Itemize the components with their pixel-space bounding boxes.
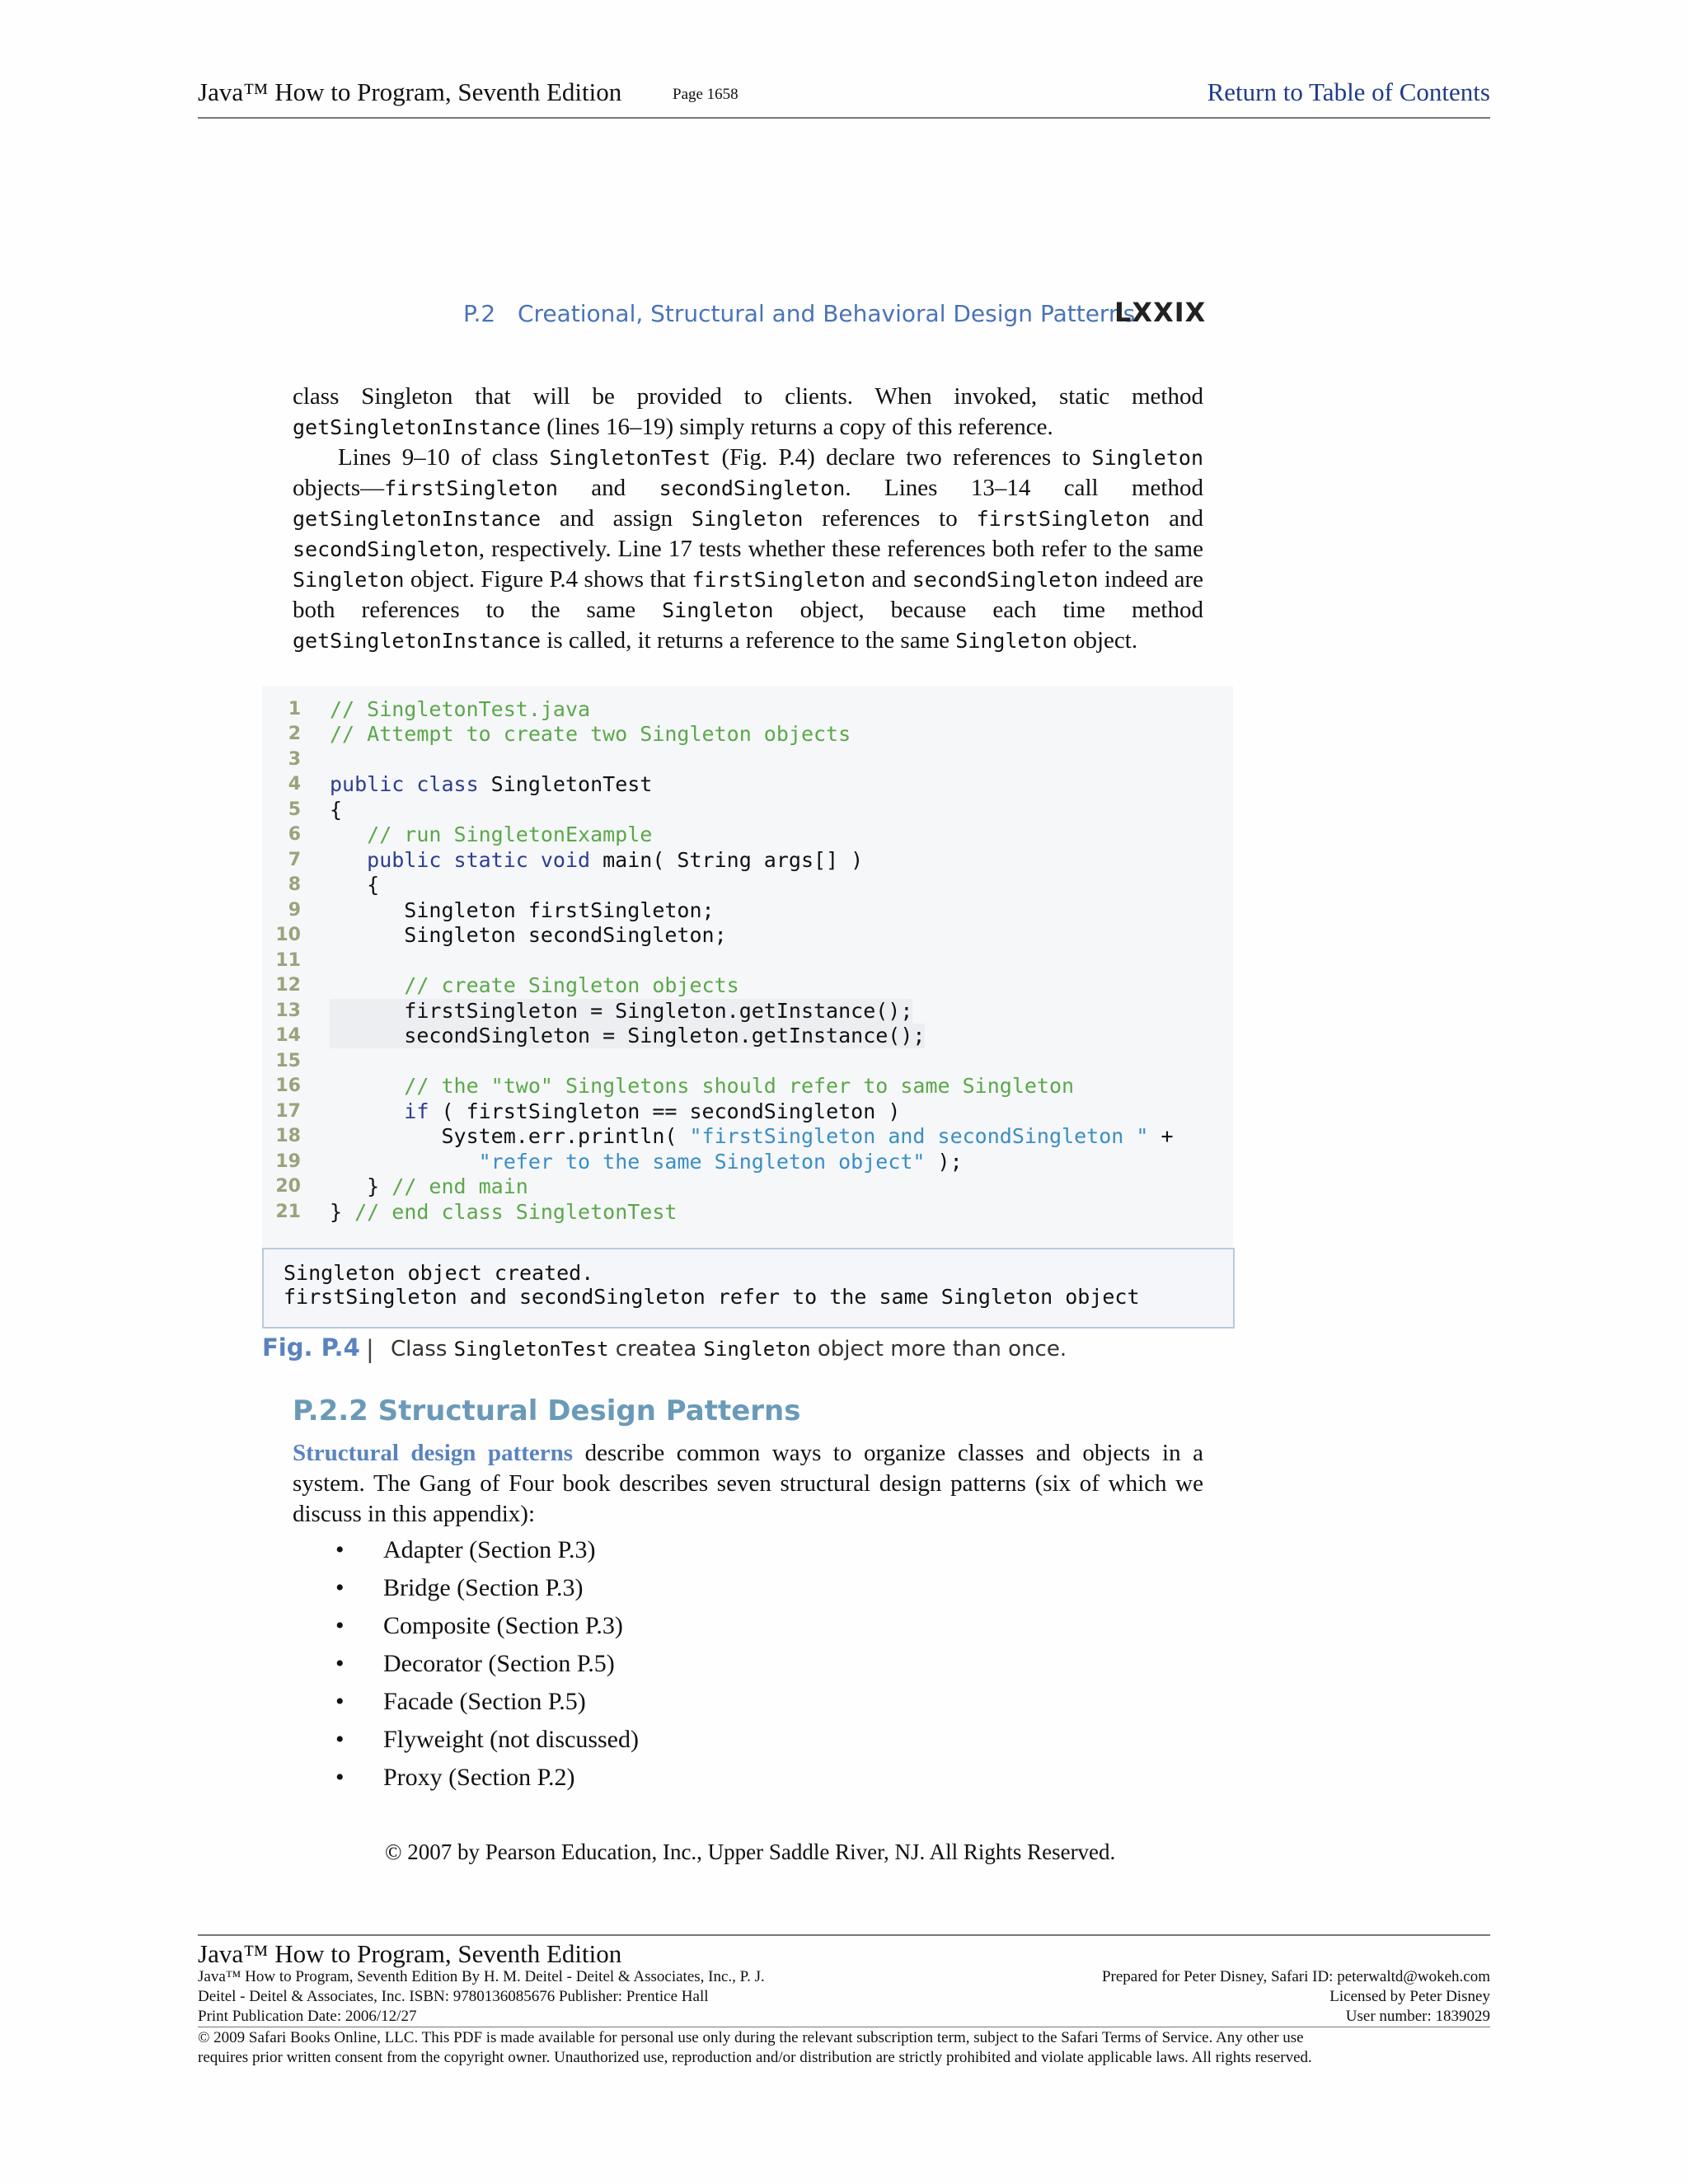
code-run: Singleton [293, 568, 405, 592]
code-line [262, 772, 1233, 797]
text-run: objects— [293, 475, 385, 501]
text-run: . Lines 13–14 call method [845, 475, 1203, 501]
code-run: secondSingleton [659, 476, 846, 500]
line-number: 21 [275, 1202, 301, 1222]
code-run: firstSingleton [692, 568, 866, 592]
comment: // end main [379, 1174, 528, 1198]
line-number: 20 [275, 1176, 301, 1197]
code-text: Singleton firstSingleton; [330, 898, 715, 922]
line-number: 19 [275, 1151, 301, 1172]
code-text [330, 772, 652, 797]
paragraph-3 [293, 1438, 1203, 1530]
footer-prepared-for: Prepared for Peter Disney, Safari ID: peterwaltd@wokeh.com [1101, 1968, 1490, 1985]
text-run: , respectively. Line 17 tests whether these references both refer to the same [478, 536, 1203, 562]
line-number: 16 [275, 1076, 301, 1096]
paragraph-1 [293, 382, 1203, 443]
line-number: 7 [288, 850, 301, 870]
line-number: 2 [288, 724, 301, 744]
code-run [330, 1150, 479, 1174]
list-item-text: Bridge (Section P.3) [383, 1574, 584, 1601]
code-text: secondSingleton = Singleton.getInstance(); [330, 1024, 926, 1047]
text-run: (Fig. P.4) declare two references to [710, 444, 1092, 471]
text-run: object. [1067, 627, 1138, 654]
code-run: firstSingleton [976, 507, 1151, 531]
code-line [262, 1024, 1233, 1048]
code-text [330, 848, 863, 873]
bullet-icon: • [335, 1650, 345, 1677]
line-number: 12 [275, 975, 301, 996]
text-run: is called, it returns a reference to the same [541, 627, 956, 654]
section-heading: P.2.2 Structural Design Patterns [293, 1394, 801, 1427]
line-number: 8 [288, 874, 301, 895]
text-run: references to [803, 505, 977, 532]
page-footer [198, 1934, 1490, 2066]
code-text [330, 1099, 900, 1124]
text-run: class Singleton that will be provided to clients. When invoked, static method [293, 383, 1203, 410]
text-run: createa [608, 1337, 704, 1361]
footer-user-number: User number: 1839029 [1345, 2008, 1490, 2025]
line-number: 10 [275, 925, 301, 945]
text-run: and [1150, 505, 1204, 532]
code-run: SingletonTest [478, 772, 653, 796]
footer-book-info-1: Java™ How to Program, Seventh Edition By H. M. Deitel - Deitel & Associates, Inc., P. J. [198, 1968, 765, 1985]
code-text: // SingletonTest.java [330, 697, 591, 721]
code-line [262, 898, 1233, 923]
text-run: Lines 9–10 of class [338, 444, 550, 471]
code-line [262, 748, 1233, 772]
return-to-toc-link[interactable]: Return to Table of Contents [1207, 77, 1490, 106]
code-text: Singleton secondSingleton; [330, 923, 727, 947]
code-line [262, 999, 1233, 1024]
figure-caption [262, 1333, 1235, 1366]
code-line [262, 1099, 1233, 1124]
keyword: if [330, 1099, 429, 1123]
line-number: 15 [275, 1051, 301, 1071]
book-page-number: LXXIX [1114, 297, 1207, 328]
string-literal: "firstSingleton and secondSingleton " [689, 1124, 1149, 1148]
code-run: main( String args[] ) [590, 848, 864, 872]
code-text: // run SingletonExample [330, 823, 653, 846]
caption-text [391, 1337, 1067, 1361]
code-run: Singleton [662, 598, 774, 622]
code-line [262, 973, 1233, 998]
list-item-text: Composite (Section P.3) [383, 1612, 623, 1639]
code-run: secondSingleton [912, 568, 1099, 592]
text-run: describe common ways to organize classes and objects in a system. The Gang of Four book describes seven structural design patterns (six of which we discuss in this appendix): [293, 1440, 1203, 1527]
bullet-icon: • [335, 1612, 345, 1639]
paragraph-2 [293, 443, 1203, 656]
code-line [262, 823, 1233, 847]
keyword: public class [330, 772, 479, 796]
code-run: ); [925, 1150, 963, 1174]
text-run: (lines 16–19) simply returns a copy of this reference. [541, 414, 1053, 440]
output-line-1: Singleton object created. [284, 1261, 594, 1285]
code-run: ( firstSingleton == secondSingleton ) [429, 1099, 901, 1123]
footer-title: Java™ How to Program, Seventh Edition [198, 1939, 622, 1968]
code-text: // the "two" Singletons should refer to same Singleton [330, 1074, 1075, 1098]
keyword: public static void [330, 848, 591, 872]
code-run: Singleton [955, 629, 1067, 653]
code-run: SingletonTest [549, 446, 711, 470]
text-run: object. Figure P.4 shows that [404, 566, 692, 593]
code-text: { [330, 873, 380, 897]
text-run: Class [391, 1337, 454, 1361]
code-line [262, 1124, 1233, 1149]
code-run: } [330, 1200, 343, 1224]
string-literal: "refer to the same Singleton object" [478, 1150, 926, 1174]
line-number: 4 [288, 774, 301, 794]
code-run: SingletonTest [453, 1338, 609, 1361]
book-page-header [463, 297, 1205, 333]
comment: // end class SingletonTest [342, 1200, 678, 1224]
bullet-icon: • [335, 1764, 345, 1791]
line-number: 1 [288, 699, 301, 719]
code-text [330, 1124, 1174, 1149]
line-number: 6 [288, 824, 301, 845]
code-run: Singleton [703, 1338, 811, 1361]
code-listing [262, 686, 1233, 1248]
code-line [262, 923, 1233, 948]
code-text: // Attempt to create two Singleton objects [330, 722, 851, 746]
list-item-text: Flyweight (not discussed) [383, 1726, 639, 1753]
text-run: indeed are both references to the same [293, 566, 1203, 623]
line-number: 3 [288, 749, 301, 770]
code-run: } [330, 1174, 380, 1198]
footer-legal-1: © 2009 Safari Books Online, LLC. This PDF is made available for personal use only during the relevant subscription term, subject to the Safari Terms of Service. Any other use [198, 2029, 1304, 2046]
line-number: 11 [275, 950, 301, 971]
running-header-page: Page 1658 [673, 86, 738, 103]
key-term: Structural design patterns [293, 1440, 574, 1466]
running-header [198, 76, 1490, 119]
code-line [262, 949, 1233, 973]
code-text: firstSingleton = Singleton.getInstance(); [330, 999, 913, 1023]
footer-licensed-by: Licensed by Peter Disney [1329, 1988, 1490, 2005]
code-line [262, 1200, 1233, 1225]
code-text [330, 1200, 677, 1225]
code-text: // create Singleton objects [330, 973, 739, 997]
bullet-icon: • [335, 1688, 345, 1715]
footer-legal-2: requires prior written consent from the copyright owner. Unauthorized use, reproduction and/or distribution are strictly prohibited and violate applicable laws. All rights reserved. [198, 2049, 1312, 2066]
footer-pub-date: Print Publication Date: 2006/12/27 [198, 2008, 417, 2025]
line-number: 9 [288, 900, 301, 921]
list-item-text: Proxy (Section P.2) [383, 1764, 575, 1791]
text-run: and [557, 475, 659, 501]
code-line [262, 1074, 1233, 1099]
caption-separator: | [366, 1335, 374, 1363]
code-run: System.err.println( [330, 1124, 690, 1148]
text-run: object, because each time method [773, 597, 1203, 623]
line-number: 13 [275, 1001, 301, 1021]
code-run: getSingletonInstance [293, 507, 542, 531]
code-run: firstSingleton [384, 476, 558, 500]
code-line [262, 848, 1233, 873]
figure-label: Fig. P.4 [262, 1333, 360, 1361]
code-run: secondSingleton [293, 537, 479, 561]
code-line [262, 697, 1233, 722]
code-line [262, 798, 1233, 823]
bullet-icon: • [335, 1726, 345, 1753]
code-line [262, 1049, 1233, 1074]
code-run: Singleton [691, 507, 804, 531]
book-section-title: P.2 Creational, Structural and Behavioral Design Patterns [463, 300, 1136, 327]
code-line [262, 873, 1233, 898]
code-text: { [330, 798, 343, 822]
output-line-2: firstSingleton and secondSingleton refer to the same Singleton object [284, 1285, 1140, 1309]
code-line [262, 1150, 1233, 1174]
line-number: 18 [275, 1126, 301, 1146]
code-line [262, 722, 1233, 747]
bullet-icon: • [335, 1536, 345, 1563]
running-header-title: Java™ How to Program, Seventh Edition [198, 77, 622, 106]
text-run: and [865, 566, 912, 593]
text-run: object more than once. [810, 1337, 1067, 1361]
code-line [262, 1174, 1233, 1199]
list-item-text: Decorator (Section P.5) [383, 1650, 615, 1677]
text-run: and assign [541, 505, 692, 532]
line-number: 17 [275, 1101, 301, 1122]
code-run: getSingletonInstance [293, 629, 542, 653]
list-item-text: Adapter (Section P.3) [383, 1536, 596, 1563]
code-run: Singleton [1091, 446, 1203, 470]
program-output [262, 1248, 1235, 1329]
bullet-icon: • [335, 1574, 345, 1601]
line-number: 5 [288, 799, 301, 820]
copyright-notice: © 2007 by Pearson Education, Inc., Upper Saddle River, NJ. All Rights Reserved. [385, 1840, 1116, 1864]
code-text [330, 1150, 963, 1174]
code-run: + [1148, 1124, 1174, 1148]
line-number: 14 [275, 1025, 301, 1046]
list-item-text: Facade (Section P.5) [383, 1688, 586, 1715]
footer-book-info-2: Deitel - Deitel & Associates, Inc. ISBN: 9780136085676 Publisher: Prentice Hall [198, 1988, 709, 2005]
code-text [330, 1174, 528, 1199]
code-run: getSingletonInstance [293, 415, 542, 439]
